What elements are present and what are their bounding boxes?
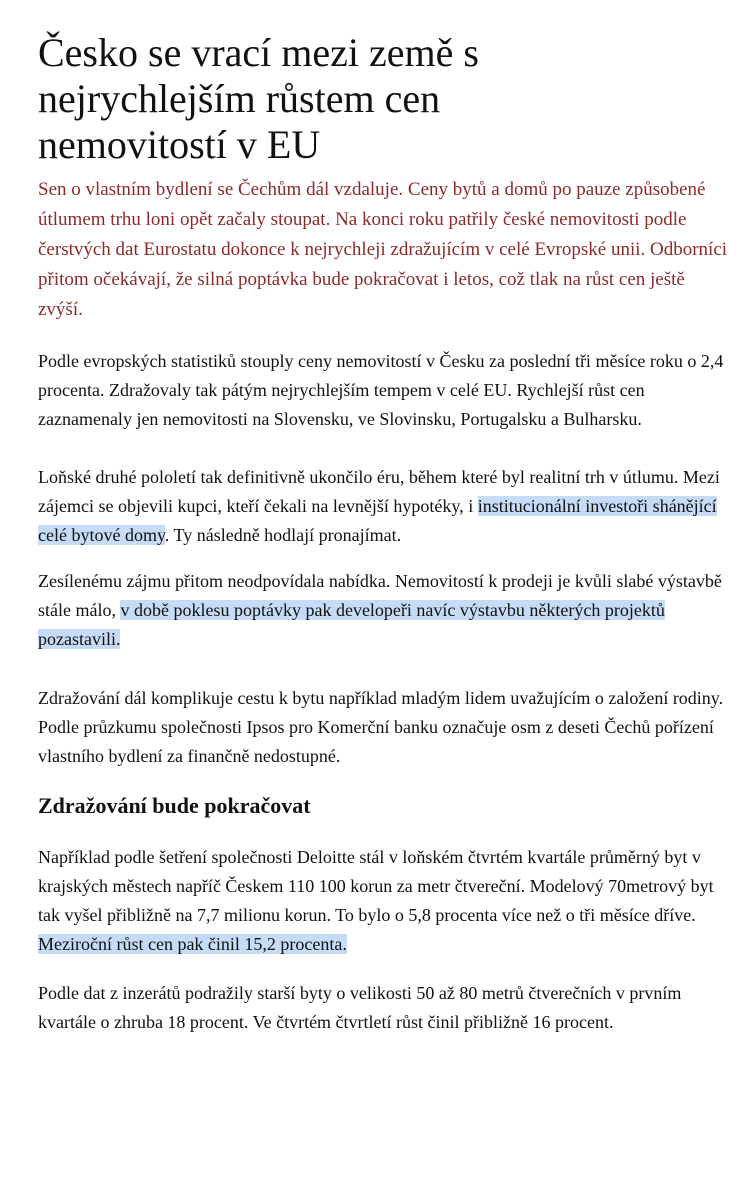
- paragraph-3: [38, 567, 728, 654]
- paragraph-2-text-before: Loňské druhé pololetí tak definitivně ukončilo éru, během které byl realitní trh v útlumu. Mezi zájemci se objevili kupci, kteří čekali na levnější hypotéky, i: [38, 467, 720, 516]
- paragraph-2: [38, 463, 728, 550]
- article-headline: Česko se vrací mezi země s nejrychlejším růstem cen nemovitostí v EU: [38, 30, 479, 167]
- paragraph-5: [38, 843, 728, 959]
- article: [38, 30, 728, 1037]
- paragraph-5-text-before: Například podle šetření společnosti Deloitte stál v loňském čtvrtém kvartále průměrný byt v krajských městech napříč Českem 110 100 korun za metr čtvereční. Modelový 70metrový byt tak vyšel přibližně na 7,7 milionu korun. To bylo o 5,8 procenta více než o tři měsíce dříve.: [38, 847, 714, 925]
- paragraph-6: Podle dat z inzerátů podražily starší byty o velikosti 50 až 80 metrů čtverečních v prvním kvartále o zhruba 18 procent. Ve čtvrtém čtvrtletí růst činil přibližně 16 procent.: [38, 983, 682, 1032]
- highlighted-text[interactable]: Meziroční růst cen pak činil 15,2 procenta.: [38, 934, 347, 954]
- paragraph-3-text-before: Zesílenému zájmu přitom neodpovídala nabídka. Nemovitostí k prodeji je kvůli slabé výstavbě stále málo,: [38, 571, 722, 620]
- paragraph-4: Zdražování dál komplikuje cestu k bytu například mladým lidem uvažujícím o založení rodiny. Podle průzkumu společnosti Ipsos pro Komerční banku označuje osm z deseti Čechů pořízení vlastního bydlení za finančně nedostupné.: [38, 688, 724, 766]
- highlighted-text[interactable]: v době poklesu poptávky pak developeři navíc výstavbu některých projektů pozastavili.: [38, 600, 665, 649]
- paragraph-1: Podle evropských statistiků stouply ceny nemovitostí v Česku za poslední tři měsíce roku o 2,4 procenta. Zdražovaly tak pátým nejrychlejším tempem v celé EU. Rychlejší růst cen zaznamenaly jen nemovitosti na Slovensku, ve Slovinsku, Portugalsku a Bulharsku.: [38, 351, 724, 429]
- article-lead: Sen o vlastním bydlení se Čechům dál vzdaluje. Ceny bytů a domů po pauze způsobené útlumem trhu loni opět začaly stoupat. Na konci roku patřily české nemovitosti podle čerstvých dat Eurostatu dokonce k nejrychleji zdražujícím v celé Evropské unii. Odborníci přitom očekávají, že silná poptávka bude pokračovat i letos, což tlak na růst cen ještě zvýší.: [38, 179, 728, 320]
- paragraph-2-text-after: . Ty následně hodlají pronajímat.: [164, 525, 402, 545]
- highlighted-text[interactable]: institucionální investoři shánějící celé bytové domy: [38, 496, 717, 545]
- section-subheading: Zdražování bude pokračovat: [38, 793, 311, 818]
